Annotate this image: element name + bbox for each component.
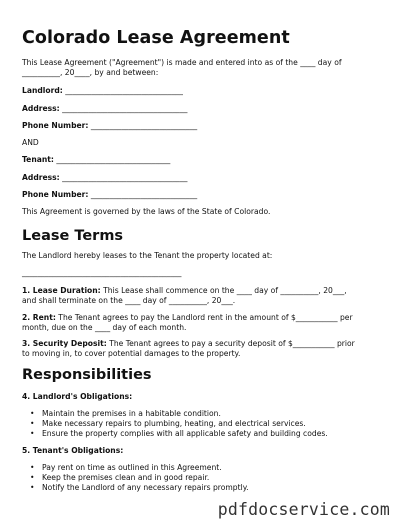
lease-terms-heading: Lease Terms <box>22 228 124 244</box>
list-item: • Keep the premises clean and in good repair. <box>42 473 209 482</box>
list-item: • Ensure the property complies with all applicable safety and building codes. <box>42 429 328 438</box>
tenant-phone-field[interactable] <box>22 190 384 200</box>
landlord-obligations-label: 4. Landlord's Obligations: <box>22 392 133 401</box>
landlord-address-label: Address: <box>22 104 60 113</box>
lease-duration-clause <box>22 286 384 306</box>
landlord-phone-blank[interactable]: ____________________________ <box>88 121 198 130</box>
security-deposit-clause <box>22 339 384 359</box>
list-item: • Pay rent on time as outlined in this Agreement. <box>42 463 222 472</box>
security-deposit-line-2: to moving in, to cover potential damages to the property. <box>22 349 241 358</box>
watermark: pdfdocservice.com <box>217 500 390 519</box>
landlord-phone-field[interactable] <box>22 121 384 131</box>
landlord-phone-label: Phone Number: <box>22 121 89 130</box>
landlord-address-field[interactable] <box>22 104 384 114</box>
tenant-field[interactable] <box>22 155 384 165</box>
intro-line-2: __________, 20____, by and between: <box>22 68 159 77</box>
lease-duration-label: 1. Lease Duration: <box>22 286 101 295</box>
landlord-blank[interactable]: _______________________________ <box>62 86 183 95</box>
rent-line-2: month, due on the ____ day of each month. <box>22 323 187 332</box>
lease-duration-line-2: and shall terminate on the ____ day of __________, 20___. <box>22 296 236 305</box>
rent-line-1: The Tenant agrees to pay the Landlord rent in the amount of $___________ per <box>55 313 353 322</box>
tenant-address-blank[interactable]: _________________________________ <box>59 173 188 182</box>
rent-label: 2. Rent: <box>22 313 56 322</box>
landlord-label: Landlord: <box>22 86 63 95</box>
responsibilities-heading: Responsibilities <box>22 367 152 383</box>
rent-clause <box>22 313 384 333</box>
intro-line-1: This Lease Agreement ("Agreement") is made and entered into as of the ____ day of <box>22 58 342 67</box>
tenant-address-label: Address: <box>22 173 60 182</box>
lease-terms-intro: The Landlord hereby leases to the Tenant the property located at: <box>22 251 273 260</box>
intro-paragraph <box>22 58 384 78</box>
tenant-phone-label: Phone Number: <box>22 190 89 199</box>
document-title: Colorado Lease Agreement <box>22 28 290 48</box>
landlord-address-blank[interactable]: _________________________________ <box>59 104 188 113</box>
tenant-phone-blank[interactable]: ____________________________ <box>88 190 198 199</box>
tenant-blank[interactable]: ______________________________ <box>53 155 171 164</box>
tenant-label: Tenant: <box>22 155 54 164</box>
list-item: • Maintain the premises in a habitable condition. <box>42 409 221 418</box>
security-deposit-line-1: The Tenant agrees to pay a security deposit of $___________ prior <box>106 339 355 348</box>
security-deposit-label: 3. Security Deposit: <box>22 339 107 348</box>
list-item: • Notify the Landlord of any necessary repairs promptly. <box>42 483 249 492</box>
list-item: • Make necessary repairs to plumbing, heating, and electrical services. <box>42 419 306 428</box>
lease-duration-line-1: This Lease shall commence on the ____ day of __________, 20___, <box>100 286 347 295</box>
and-separator: AND <box>22 138 39 147</box>
tenant-address-field[interactable] <box>22 173 384 183</box>
landlord-field[interactable] <box>22 86 384 96</box>
property-address-blank[interactable]: __________________________________________ <box>22 268 182 277</box>
governing-law: This Agreement is governed by the laws of the State of Colorado. <box>22 207 271 216</box>
tenant-obligations-label: 5. Tenant's Obligations: <box>22 446 124 455</box>
